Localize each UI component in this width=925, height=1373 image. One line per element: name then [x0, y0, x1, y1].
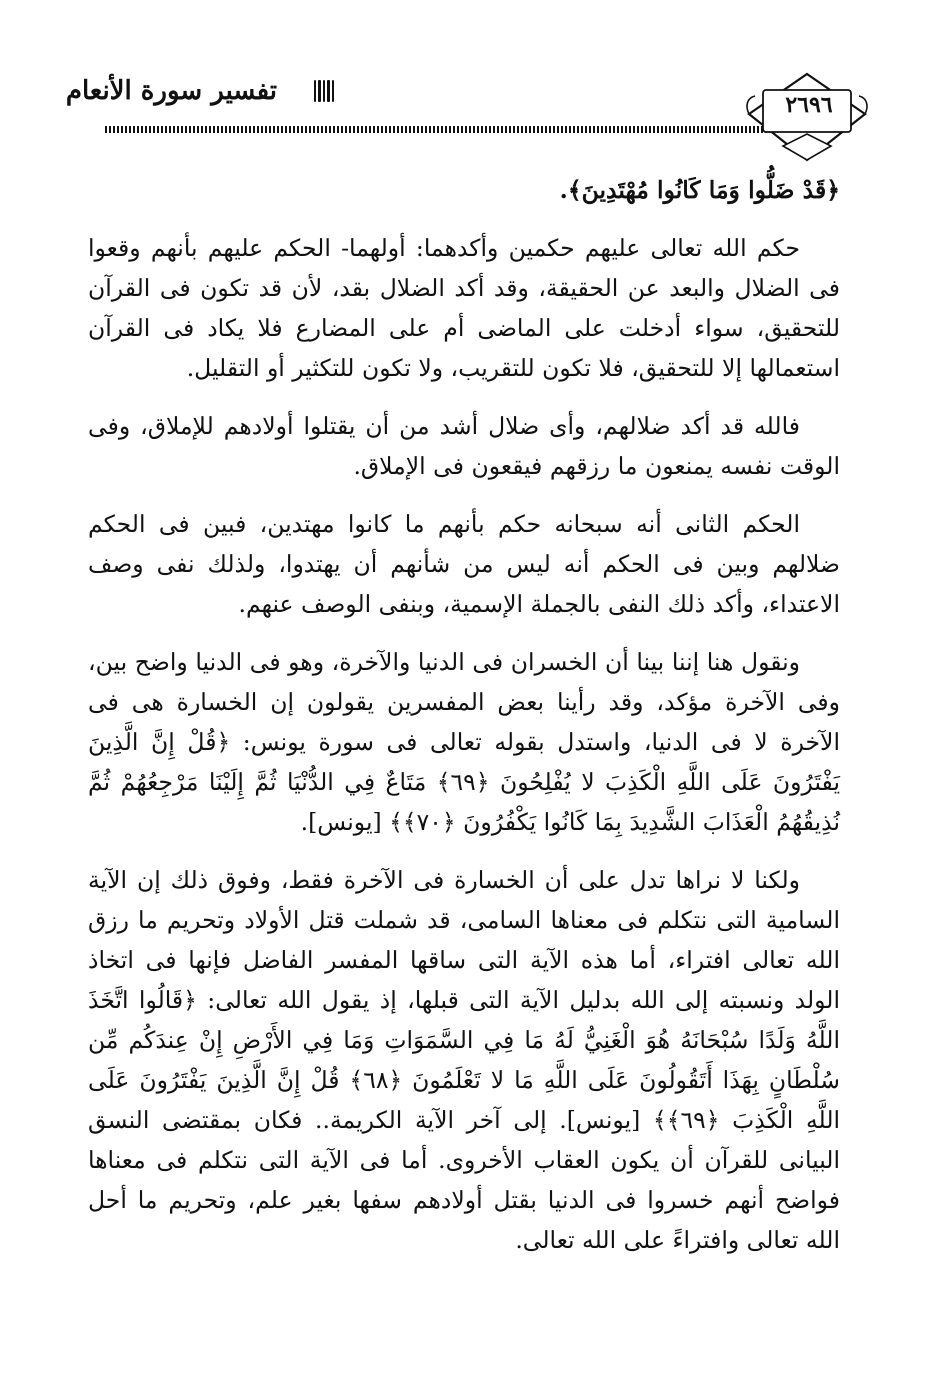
- page-number: ٢٦٩٦: [785, 92, 833, 118]
- verse-paragraph: ﴿قَدْ ضَلُّوا وَمَا كَانُوا مُهْتَدِينَ﴾.: [559, 176, 840, 204]
- running-title: تفسير سورة الأنعام: [65, 76, 277, 106]
- paragraph: حكم الله تعالى عليهم حكمين وأكدهما: أولهما- الحكم عليهم بأنهم وقعوا فى الضلال والبعد عن الحقيقة، وقد أكد الضلال بقد، لأن قد تكون فى القرآن للتحقيق، سواء أدخلت على الماضى أم على المضارع فلا يكاد فى القرآن استعمالها إلا للتحقيق، فلا تكون للتقريب، ولا تكون للتكثير أو التقليل.: [88, 234, 840, 382]
- ornament-icon: [314, 80, 334, 102]
- paragraph: ولكنا لا نراها تدل على أن الخسارة فى الآخرة فقط، وفوق ذلك إن الآية السامية التى نتكلم فى معناها السامى، قد شملت قتل الأولاد وتحريم ما رزق الله تعالى افتراء، أما هذه الآية التى ساقها المفسر الفاضل فإنها فى اتخاذ الولد ونسبته إلى الله بدليل الآية التى قبلها، إذ يقول الله تعالى: ﴿قَالُوا اتَّخَذَ اللَّهُ وَلَدًا سُبْحَانَهُ هُوَ الْغَنِيُّ لَهُ مَا فِي السَّمَوَاتِ وَمَا فِي الأَرْضِ إِنْ عِندَكُم مِّن سُلْطَانٍ بِهَذَا أَتَقُولُونَ عَلَى اللَّهِ مَا لا تَعْلَمُونَ ﴿٦٨﴾ قُلْ إِنَّ الَّذِينَ يَفْتَرُونَ عَلَى اللَّهِ الْكَذِبَ ﴿٦٩﴾﴾ [يونس]. إلى آخر الآية الكريمة.. فكان بمقتضى النسق البيانى للقرآن أن يكون العقاب الأخروى. أما فى الآية التى نتكلم فى معناها فواضح أنهم خسروا فى الدنيا بقتل أولادهم سفها بغير علم، وتحريم ما أحل الله تعالى وافتراءً على الله تعالى.: [88, 866, 841, 1254]
- paragraph: الحكم الثانى أنه سبحانه حكم بأنهم ما كانوا مهتدين، فبين فى الحكم ضلالهم وبين فى الحكم أنه ليس من شأنهم أن يهتدوا، ولذلك نفى وصف الاعتداء، وأكد ذلك النفى بالجملة الإسمية، وبنفى الوصف عنهم.: [88, 510, 840, 618]
- paragraph: فالله قد أكد ضلالهم، وأى ضلال أشد من أن يقتلوا أولادهم للإملاق، وفى الوقت نفسه يمنعون ما رزقهم فيقعون فى الإملاق.: [88, 412, 840, 480]
- header-rule: [105, 126, 820, 133]
- page-number-diamond-icon: [745, 72, 869, 164]
- body-text: [88, 170, 840, 1278]
- paragraph: ونقول هنا إننا بينا أن الخسران فى الدنيا والآخرة، وهو فى الدنيا واضح بين، وفى الآخرة مؤكد، وقد رأينا بعض المفسرين يقولون إن الخسارة هى فى الآخرة لا فى الدنيا، واستدل بقوله تعالى فى سورة يونس: ﴿قُلْ إِنَّ الَّذِينَ يَفْتَرُونَ عَلَى اللَّهِ الْكَذِبَ لا يُفْلِحُونَ ﴿٦٩﴾ مَتَاعٌ فِي الدُّنْيَا ثُمَّ إِلَيْنَا مَرْجِعُهُمْ ثُمَّ نُذِيقُهُمُ الْعَذَابَ الشَّدِيدَ بِمَا كَانُوا يَكْفُرُونَ ﴿٧٠﴾﴾ [يونس].: [88, 648, 840, 836]
- page-header: [0, 0, 925, 175]
